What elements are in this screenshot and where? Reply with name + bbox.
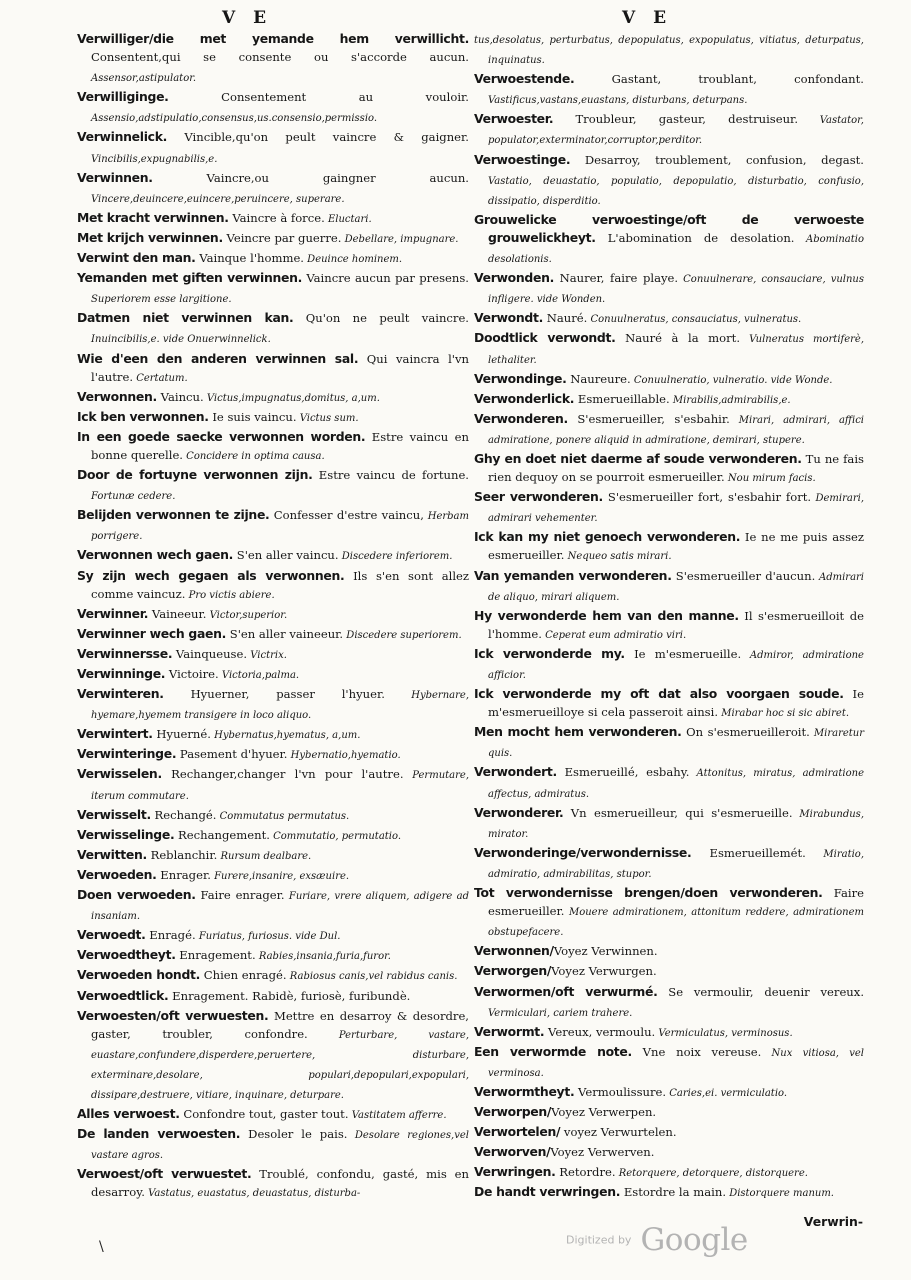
french-definition: Vn esmerueilleur, qui s'esmerueille. [563, 805, 793, 820]
french-definition: Rechangé. [150, 807, 217, 822]
french-definition: Hyuerné. [152, 727, 211, 742]
dictionary-entry [474, 211, 864, 269]
headword: Verwinteringe. [77, 746, 177, 762]
dictionary-entry [474, 450, 864, 488]
latin-equivalent: Mirari, admirari, affici admiratione, ponere aliquid in admiratione, demirari, stupere. [488, 414, 864, 446]
french-definition: Esmerueillable. [574, 391, 670, 406]
headword: Verwoeden. [77, 866, 157, 882]
latin-equivalent: Vastitatem afferre. [348, 1110, 447, 1122]
dictionary-entry [77, 685, 469, 725]
dictionary-entry [77, 506, 469, 546]
dictionary-entry [77, 1165, 469, 1203]
french-definition: Vermoulissure. [574, 1084, 667, 1099]
french-definition: Enragé. [145, 928, 196, 943]
headword: Verwondinge. [474, 370, 567, 386]
french-definition: Vainqueuse. [172, 646, 248, 661]
french-definition: Vaincre,ou gaingner aucun. [152, 170, 469, 185]
french-definition: Voyez Verwurgen. [551, 964, 657, 979]
french-definition: Hyuerner, passer l'hyuer. [163, 687, 385, 702]
latin-equivalent: tus,desolatus, perturbatus, depopulatus, expopulatus, vitiatus, deturpatus, inquinatus. [474, 35, 864, 67]
french-definition: Troublé, confondu, gasté, mis en desarroy. [91, 1167, 470, 1200]
dictionary-entry [474, 70, 864, 110]
headword: Alles verwoest. [77, 1106, 180, 1122]
headword: Verwondt. [474, 310, 544, 326]
dictionary-entry [77, 209, 469, 229]
latin-equivalent: Miratio, admiratio, admirabilitas, stupor. [488, 848, 864, 880]
headword: Hy verwonderde hem van den manne. [474, 607, 739, 623]
headword: Tot verwondernisse brengen/doen verwonderen. [474, 885, 823, 901]
french-definition: Ie suis vaincu. [208, 409, 297, 424]
latin-equivalent: Debellare, impugnare. [341, 233, 459, 245]
latin-equivalent: Miraretur quis. [488, 728, 865, 760]
latin-equivalent: Victus sum. [296, 412, 359, 424]
latin-equivalent: Discedere superiorem. [343, 629, 462, 641]
latin-equivalent: Rabiosus canis,vel rabidus canis. [286, 971, 458, 983]
headword: De landen verwoesten. [77, 1126, 241, 1142]
dictionary-entry [474, 1183, 864, 1203]
french-definition: Vaineeur. [148, 606, 207, 621]
headword: Verwinner wech gaen. [77, 625, 227, 641]
latin-equivalent: Attonitus, miratus, admiratione affectus, admiratus. [488, 768, 864, 800]
dictionary-entry [77, 886, 469, 926]
latin-equivalent: Vincere,deuincere,euincere,peruincere, superare. [91, 193, 345, 205]
french-definition: Reblanchir. [146, 847, 218, 862]
headword: Verwint den man. [77, 250, 196, 266]
french-definition: Naureure. [566, 371, 631, 386]
dictionary-entry [77, 169, 469, 209]
dictionary-entry [77, 466, 469, 506]
latin-equivalent: Pro victis abiere. [185, 589, 275, 601]
headword: Verwringen. [474, 1164, 556, 1180]
headword: Verwonderer. [474, 804, 564, 820]
dictionary-entry [77, 269, 469, 309]
french-definition: Enragement. Rabidè, furiosè, furibundè. [168, 988, 411, 1003]
dictionary-entry [474, 151, 864, 211]
headword: Verwinteren. [77, 686, 164, 702]
french-definition: Gastant, troublant, confondant. [574, 72, 864, 87]
latin-equivalent: Desolare regiones,vel vastare agros. [91, 1130, 469, 1162]
dictionary-entry [77, 388, 469, 408]
headword: Grouwelicke verwoestinge/oft de verwoeste grouwelickheyt. [474, 211, 864, 245]
latin-equivalent: Mirabar hoc si sic abiret. [718, 708, 850, 720]
french-definition: S'en aller vaincu. [233, 548, 339, 563]
headword: Verwoest/oft verwuestet. [77, 1166, 252, 1182]
latin-equivalent: Eluctari. [324, 213, 372, 225]
dictionary-entry [474, 528, 864, 566]
dictionary-entry [474, 983, 864, 1023]
headword: Verwonderlick. [474, 390, 575, 406]
headword: Van yemanden verwonderen. [474, 567, 672, 583]
dictionary-entry [474, 329, 864, 369]
latin-equivalent: Ceperat eum admiratio viri. [541, 629, 687, 641]
french-definition: Retordre. [555, 1165, 616, 1180]
right-column [474, 30, 864, 1204]
headword: Verwilliger/die met yemande hem verwillicht. [77, 31, 469, 46]
headword: Verwoedtlick. [77, 987, 169, 1003]
french-definition: Confondre tout, gaster tout. [179, 1107, 349, 1122]
headword: Verwisselt. [77, 806, 151, 822]
headword: Met kracht verwinnen. [77, 209, 229, 225]
latin-equivalent: Herbam porrigere. [91, 511, 470, 543]
french-definition: Vereux, vermoulu. [544, 1024, 656, 1039]
left-column [77, 30, 469, 1204]
headword: Verwormtheyt. [474, 1083, 575, 1099]
latin-equivalent: Victoria,palma. [218, 670, 300, 681]
latin-equivalent: Victrix. [247, 649, 287, 661]
headword: Verwortelen/ [474, 1124, 561, 1140]
french-definition: Pasement d'hyuer. [176, 747, 288, 762]
latin-equivalent: Nequeo satis mirari. [564, 551, 672, 563]
latin-equivalent: Vastificus,vastans,euastans, disturbans, deturpans. [488, 95, 748, 107]
latin-equivalent: Conuulnerare, consauciare, vulnus infligere. vide Wonden. [488, 274, 864, 306]
latin-equivalent: Admiror, admiratione afficior. [488, 649, 864, 681]
latin-equivalent: Admirari de aliquo, mirari aliquem. [488, 571, 865, 603]
dictionary-entry [474, 804, 864, 844]
headword: Verworven/ [474, 1144, 551, 1160]
french-definition: Rechanger,changer l'vn pour l'autre. [161, 767, 404, 782]
google-watermark [566, 1222, 748, 1258]
latin-equivalent: Nou mirum facis. [724, 473, 816, 485]
french-definition: S'esmerueiller fort, s'esbahir fort. [602, 490, 812, 505]
dictionary-entry [77, 249, 469, 269]
dictionary-entry [474, 962, 864, 982]
headword: Verwoesten/oft verwuesten. [77, 1007, 269, 1023]
dictionary-entry [77, 765, 469, 805]
dictionary-entry [77, 350, 469, 388]
french-definition: S'esmerueiller d'aucun. [671, 568, 816, 583]
headword: Met krijch verwinnen. [77, 229, 223, 245]
headword: Verwisselen. [77, 766, 162, 782]
dictionary-entry [474, 607, 864, 645]
headword: Doodtlick verwondt. [474, 330, 616, 346]
french-definition: Ie m'esmerueilloye si cela passeroit ainsi. [488, 687, 864, 720]
watermark-prefix: Digitized by [566, 1233, 632, 1247]
headword: Verwonderen. [474, 410, 568, 426]
latin-equivalent: Mouere admirationem, attonitum reddere, admirationem obstupefacere. [488, 907, 864, 939]
dictionary-entry [77, 128, 469, 168]
dictionary-entry [77, 605, 469, 625]
latin-equivalent: Hybernatio,hyematio. [287, 750, 401, 762]
dictionary-entry [77, 88, 469, 128]
latin-equivalent: Rursum dealbare. [217, 850, 312, 862]
dictionary-entry [77, 229, 469, 249]
french-definition: Il s'esmerueilloit de l'homme. [488, 608, 864, 641]
bottom-mark: \ [99, 1239, 104, 1255]
latin-equivalent: Fortunæ cedere. [91, 491, 176, 503]
headword: Verwonnen. [77, 388, 157, 404]
dictionary-entry [474, 410, 864, 450]
latin-equivalent: Assensio,adstipulatio,consensus,us.consensio,permissio. [91, 113, 378, 125]
latin-equivalent: Hybernatus,hyematus, a,um. [210, 730, 361, 742]
dictionary-entry [474, 390, 864, 410]
french-definition: Ils s'en sont allez comme vaincuz. [91, 568, 470, 601]
french-definition: Se vermoulir, deuenir vereux. [657, 984, 864, 999]
latin-equivalent: Hybernare, hyemare,hyemem transigere in loco aliquo. [91, 690, 469, 722]
french-definition: L'abomination de desolation. [595, 230, 795, 245]
dictionary-entry [77, 826, 469, 846]
dictionary-entry [474, 488, 864, 528]
french-definition: Qu'on ne peult vaincre. [293, 311, 469, 326]
latin-equivalent: Distorquere manum. [726, 1188, 834, 1200]
headword: Wie d'een den anderen verwinnen sal. [77, 350, 359, 366]
headword: Verwonnen wech gaen. [77, 547, 234, 563]
latin-equivalent: Furere,insanire, exsæuire. [210, 870, 350, 882]
dictionary-entry [474, 309, 864, 329]
french-definition: Consentement au vouloir. [168, 90, 469, 105]
dictionary-entry [474, 685, 864, 723]
headword: Verwitten. [77, 846, 147, 862]
french-definition: Mettre en desarroy & desordre, gaster, troubler, confondre. [91, 1008, 469, 1041]
french-definition: Vaincre à force. [228, 210, 325, 225]
headword: Verworpen/ [474, 1104, 552, 1120]
dictionary-entry [77, 1125, 469, 1165]
latin-equivalent: Commutatus permutatus. [216, 810, 350, 822]
dictionary-entry [77, 309, 469, 349]
dictionary-entry [77, 846, 469, 866]
french-definition: Chien enragé. [200, 968, 287, 983]
latin-equivalent: Concidere in optima causa. [183, 450, 325, 462]
latin-equivalent: Mirabundus, mirator. [488, 808, 864, 840]
catchword: Verwrin- [803, 1214, 863, 1229]
latin-equivalent: Inuincibilis,e. vide Onuerwinnelick. [91, 334, 271, 346]
dictionary-entry [77, 546, 469, 566]
headword: Verwoedt. [77, 927, 146, 943]
dictionary-entry [77, 926, 469, 946]
headword: Verwisselinge. [77, 826, 175, 842]
headword: Verwintert. [77, 726, 153, 742]
french-definition: Consentent,qui se consente ou s'accorde aucun. [91, 50, 469, 65]
french-definition: Esmerueillemét. [691, 845, 806, 860]
headword: Verwonnen/ [474, 943, 554, 959]
headword: Doen verwoeden. [77, 887, 196, 903]
french-definition: Voyez Verwerven. [550, 1145, 655, 1160]
dictionary-entry [77, 1007, 469, 1105]
latin-equivalent: Superiorem esse largitione. [91, 294, 232, 306]
headword: Verwinnen. [77, 169, 153, 185]
latin-equivalent: Permutare, iterum commutare. [91, 770, 469, 802]
latin-equivalent: Certatum. [133, 372, 188, 384]
latin-equivalent: Furiare, vrere aliquem, adigere ad insaniam. [91, 891, 469, 923]
dictionary-entry [474, 1043, 864, 1083]
dictionary-entry [77, 745, 469, 765]
french-definition: Enragement. [175, 948, 256, 963]
dictionary-entry [474, 1023, 864, 1043]
latin-equivalent: Perturbare, vastare, euastare,confundere,disperdere,peruertere, disturbare, exterminare,desolare, populari,depopulari,expopulari, dissipare,destruere, vitiare, inquinare, deturpare. [91, 1029, 469, 1101]
dictionary-entry [77, 428, 469, 466]
dictionary-entry [474, 269, 864, 309]
latin-equivalent: Victus,impugnatus,domitus, a,um. [203, 392, 380, 404]
french-definition: Ie ne me puis assez esmerueiller. [488, 530, 864, 563]
headword: Verwoester. [474, 111, 554, 127]
latin-equivalent: Caries,ei. vermiculatio. [666, 1087, 788, 1099]
running-head-left: V E [222, 8, 273, 28]
latin-equivalent: Conuulneratus, consauciatus, vulneratus. [587, 314, 802, 326]
french-definition: Faire enrager. [195, 888, 285, 903]
dictionary-entry [474, 1143, 864, 1163]
headword: Verwoeden hondt. [77, 967, 201, 983]
headword: Ick kan my niet genoech verwonderen. [474, 529, 741, 545]
latin-equivalent: Nux vitiosa, vel verminosa. [488, 1047, 864, 1079]
headword: Verwinnersse. [77, 645, 173, 661]
headword: Seer verwonderen. [474, 489, 603, 505]
french-definition: Ie m'esmerueille. [624, 646, 742, 661]
dictionary-entry [77, 625, 469, 645]
dictionary-entry [77, 725, 469, 745]
french-definition: Vincible,qu'on peult vaincre & gaigner. [167, 130, 469, 145]
headword: Ick verwonderde my oft dat also voorgaen soude. [474, 686, 844, 702]
french-definition: Estre vaincu en bonne querelle. [91, 429, 469, 462]
headword: Verwonderinge/verwondernisse. [474, 844, 692, 860]
dictionary-entry [474, 1163, 864, 1183]
latin-equivalent: Vulneratus mortiferè, lethaliter. [488, 334, 865, 366]
headword: Sy zijn wech gegaen als verwonnen. [77, 567, 345, 583]
french-definition: Nauré à la mort. [615, 331, 741, 346]
headword: Verwormt. [474, 1023, 545, 1039]
dictionary-entry [474, 645, 864, 685]
headword: Verwilliginge. [77, 89, 169, 105]
latin-equivalent: Vermiculatus, verminosus. [655, 1027, 793, 1039]
french-definition: Nauré. [543, 311, 588, 326]
french-definition: Naurer, faire playe. [554, 271, 679, 286]
dictionary-entry [474, 763, 864, 803]
latin-equivalent: Vastator, populator,exterminator,corruptor,perditor. [488, 115, 864, 147]
headword: Ghy en doet niet daerme af soude verwonderen. [474, 450, 802, 466]
french-definition: Desoler le pais. [240, 1127, 348, 1142]
french-definition: Veincre par guerre. [222, 230, 342, 245]
dictionary-entry [77, 946, 469, 966]
headword: Verwinnelick. [77, 129, 168, 145]
latin-equivalent: Vermiculari, cariem trahere. [488, 1007, 633, 1019]
dictionary-entry [474, 723, 864, 763]
headword: Verwinner. [77, 605, 149, 621]
french-definition: Victoire. [165, 667, 219, 681]
dictionary-entry [474, 844, 864, 884]
dictionary-entry [77, 806, 469, 826]
french-definition: On s'esmerueilleroit. [681, 725, 810, 740]
headword: De handt verwringen. [474, 1184, 621, 1200]
french-definition: Estre vaincu de fortune. [312, 468, 469, 483]
french-definition: Troubleur, gasteur, destruiseur. [553, 112, 799, 127]
dictionary-entry [474, 370, 864, 390]
dictionary-entry [474, 1083, 864, 1103]
latin-equivalent: Vastatio, deuastatio, populatio, depopulatio, disturbatio, confusio, dissipatio, disperditio. [488, 175, 864, 207]
headword: Verwormen/oft verwurmé. [474, 983, 658, 999]
dictionary-entry [77, 665, 469, 685]
french-definition: Rechangement. [174, 827, 270, 842]
french-definition: Faire esmerueiller. [488, 886, 865, 919]
french-definition: Vainque l'homme. [195, 251, 304, 266]
french-definition: Desarroy, troublement, confusion, degast. [570, 152, 864, 167]
latin-equivalent: Furiatus, furiosus. vide Dul. [195, 931, 341, 943]
dictionary-entry [474, 567, 864, 607]
headword: Verwinninge. [77, 666, 166, 681]
dictionary-entry [77, 567, 469, 605]
french-definition: Voyez Verwerpen. [551, 1105, 657, 1120]
french-definition: Vaincre aucun par presens. [302, 271, 469, 286]
dictionary-entry [474, 884, 864, 942]
dictionary-entry [77, 987, 469, 1007]
latin-equivalent: Demirari, admirari vehementer. [488, 493, 865, 525]
dictionary-entry [77, 408, 469, 428]
latin-equivalent: Vastatus, euastatus, deuastatus, disturba- [144, 1188, 361, 1200]
headword: Men mocht hem verwonderen. [474, 724, 682, 740]
latin-equivalent: Victor,superior. [206, 609, 288, 621]
headword: Door de fortuyne verwonnen zijn. [77, 467, 313, 483]
watermark-brand: Google [640, 1222, 748, 1258]
dictionary-entry [474, 1123, 864, 1143]
latin-equivalent: Abominatio desolationis. [488, 233, 864, 266]
latin-equivalent: Vincibilis,expugnabilis,e. [91, 153, 218, 165]
latin-equivalent: Assensor,astipulator. [91, 73, 197, 85]
french-definition: voyez Verwurtelen. [560, 1125, 677, 1140]
french-definition: Tu ne fais rien dequoy on se pourroit esmerueiller. [488, 451, 864, 485]
french-definition: Esmerueillé, esbahy. [556, 765, 690, 780]
headword: Verwoestende. [474, 71, 575, 87]
french-definition: S'esmerueiller, s'esbahir. [567, 411, 730, 426]
dictionary-entry [77, 966, 469, 986]
french-definition: Confesser d'estre vaincu, [269, 508, 424, 523]
headword: Verwoestinge. [474, 151, 571, 167]
french-definition: Vaincu. [156, 389, 204, 404]
headword: Datmen niet verwinnen kan. [77, 310, 294, 326]
headword: Verwonden. [474, 270, 555, 286]
headword: Ick verwonderde my. [474, 645, 625, 661]
dictionary-entry [474, 1103, 864, 1123]
dictionary-entry [474, 942, 864, 962]
french-definition: Voyez Verwinnen. [553, 944, 658, 959]
french-definition: Qui vaincra l'vn l'autre. [91, 351, 469, 384]
headword: Een verwormde note. [474, 1043, 632, 1059]
latin-equivalent: Mirabilis,admirabilis,e. [669, 394, 791, 406]
latin-equivalent: Commutatio, permutatio. [269, 830, 402, 842]
dictionary-entry [77, 1105, 469, 1125]
dictionary-entry [77, 30, 469, 88]
headword: Belijden verwonnen te zijne. [77, 507, 270, 523]
latin-equivalent: Retorquere, detorquere, distorquere. [615, 1168, 808, 1180]
headword: Verwoedtheyt. [77, 947, 176, 963]
headword: In een goede saecke verwonnen worden. [77, 428, 366, 444]
french-definition: S'en aller vaineeur. [226, 626, 344, 641]
headword: Verwondert. [474, 764, 557, 780]
running-head-right: V E [622, 8, 673, 28]
french-definition: Estordre la main. [620, 1185, 727, 1200]
french-definition: Enrager. [156, 867, 211, 882]
dictionary-entry [474, 110, 864, 150]
headword: Verworgen/ [474, 963, 552, 979]
latin-equivalent: Deuince hominem. [304, 254, 403, 266]
headword: Ick ben verwonnen. [77, 408, 209, 424]
latin-equivalent: Conuulneratio, vulneratio. vide Wonde. [630, 374, 833, 386]
dictionary-entry [77, 866, 469, 886]
dictionary-entry [77, 645, 469, 665]
latin-equivalent: Discedere inferiorem. [338, 551, 453, 563]
headword: Yemanden met giften verwinnen. [77, 270, 303, 286]
french-definition: Vne noix vereuse. [631, 1044, 762, 1059]
dictionary-entry [474, 30, 864, 70]
latin-equivalent: Rabies,insania,furia,furor. [255, 951, 391, 963]
